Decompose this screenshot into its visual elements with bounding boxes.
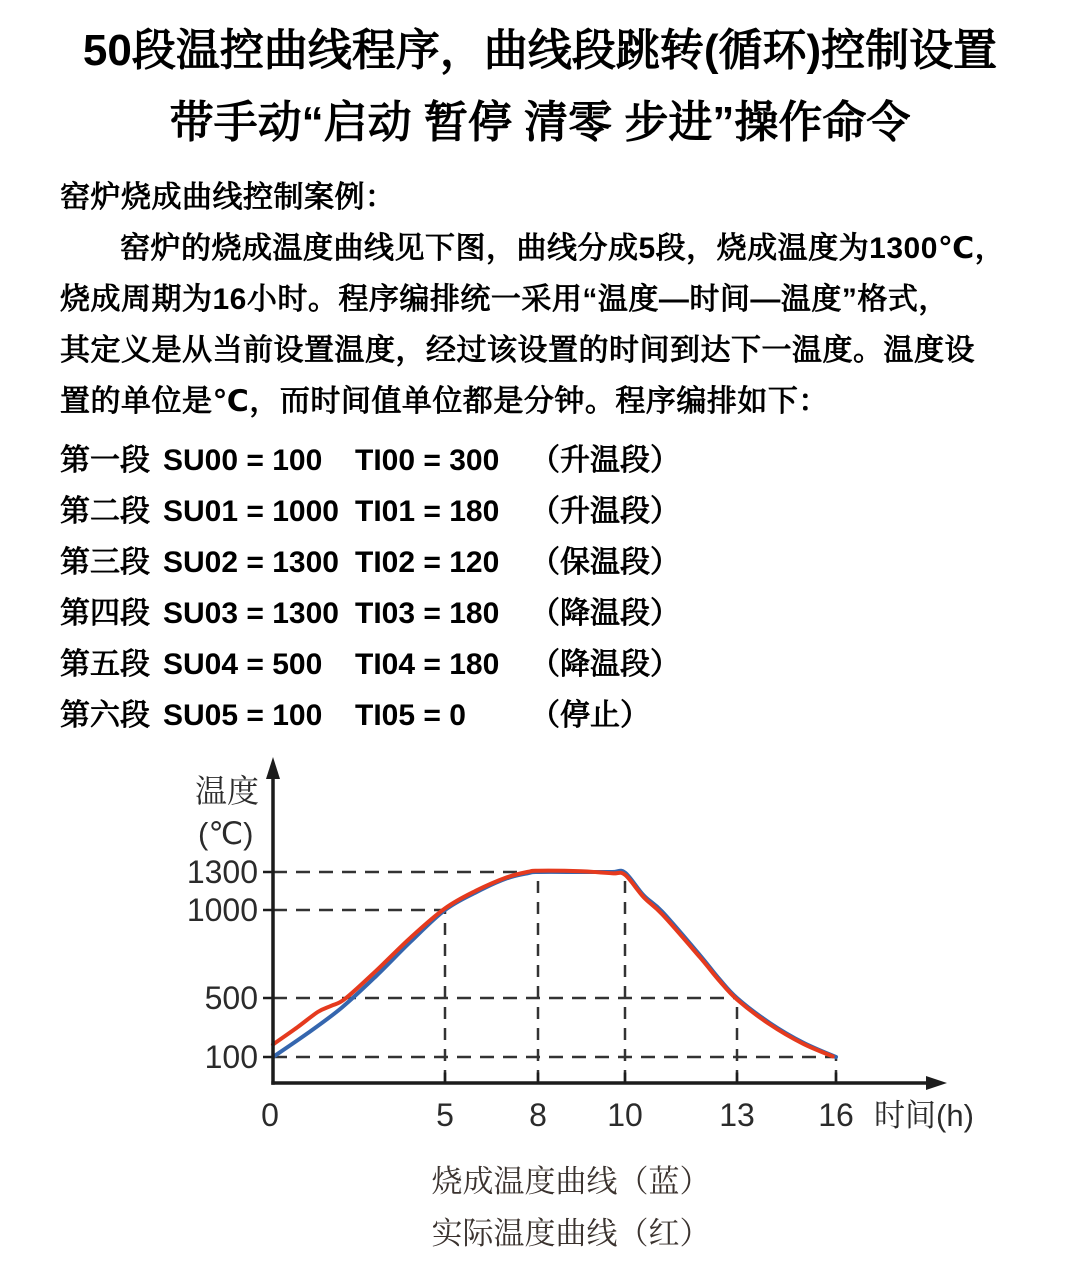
y-tick-label-500: 500 <box>204 980 258 1016</box>
segment-note: （保温段） <box>530 546 680 579</box>
intro-body <box>60 223 1035 427</box>
segment-program-list <box>60 435 1035 741</box>
x-tick-label-16: 16 <box>818 1097 854 1133</box>
segment-row <box>60 435 1035 486</box>
segment-su-value: SU02 = 1300 <box>163 546 339 579</box>
intro-line: 烧成周期为16小时。程序编排统一采用“温度—时间—温度”格式， <box>60 283 949 316</box>
segment-ti-value: TI02 = 120 <box>355 546 500 579</box>
segment-row <box>60 537 1035 588</box>
segment-name: 第五段 <box>60 648 150 681</box>
intro-line: 窑炉的烧成温度曲线见下图，曲线分成5段，烧成温度为1300℃， <box>120 232 1006 265</box>
x-tick-label-13: 13 <box>719 1097 755 1133</box>
segment-note: （升温段） <box>530 495 680 528</box>
x-axis-title: 时间(h) <box>874 1098 974 1133</box>
segment-row <box>60 690 1035 741</box>
segment-ti-value: TI01 = 180 <box>355 495 500 528</box>
temperature-curve-chart <box>150 750 1080 1150</box>
actual-curve <box>273 871 833 1057</box>
page-title-line2: 带手动“启动 暂停 清零 步进”操作命令 <box>169 98 911 147</box>
segment-note: （停止） <box>530 699 650 732</box>
segment-row <box>60 486 1035 537</box>
segment-ti-value: TI00 = 300 <box>355 444 500 477</box>
segment-ti-value: TI05 = 0 <box>355 699 466 732</box>
segment-su-value: SU04 = 500 <box>163 648 323 681</box>
segment-row <box>60 588 1035 639</box>
segment-su-value: SU01 = 1000 <box>163 495 339 528</box>
y-tick-label-1300: 1300 <box>186 854 258 890</box>
y-tick-label-100: 100 <box>204 1039 258 1075</box>
intro-line: 置的单位是℃，而时间值单位都是分钟。程序编排如下： <box>60 385 829 418</box>
x-axis-arrow-icon <box>926 1076 947 1090</box>
segment-name: 第一段 <box>60 444 150 477</box>
segment-name: 第四段 <box>60 597 150 630</box>
y-axis-title: 温度 <box>195 773 260 809</box>
intro-heading: 窑炉烧成曲线控制案例： <box>60 181 396 214</box>
segment-su-value: SU05 = 100 <box>163 699 323 732</box>
x-tick-label-5: 5 <box>436 1097 454 1133</box>
intro-line: 其定义是从当前设置温度，经过该设置的时间到达下一温度。温度设 <box>60 334 975 367</box>
segment-name: 第三段 <box>60 546 150 579</box>
x-tick-label-10: 10 <box>607 1097 643 1133</box>
segment-name: 第六段 <box>60 699 150 732</box>
segment-su-value: SU00 = 100 <box>163 444 323 477</box>
segment-row <box>60 639 1035 690</box>
set-curve <box>273 871 836 1057</box>
segment-note: （降温段） <box>530 648 680 681</box>
legend-entry: 烧成温度曲线（蓝） <box>431 1164 711 1199</box>
x-tick-label-8: 8 <box>529 1097 547 1133</box>
x-tick-label-0: 0 <box>261 1097 279 1133</box>
segment-note: （升温段） <box>530 444 680 477</box>
intro-paragraph <box>60 172 1035 427</box>
segment-note: （降温段） <box>530 597 680 630</box>
segment-ti-value: TI03 = 180 <box>355 597 500 630</box>
y-axis-arrow-icon <box>266 757 280 779</box>
y-axis-unit: (℃) <box>198 816 254 851</box>
segment-su-value: SU03 = 1300 <box>163 597 339 630</box>
legend-entry: 实际温度曲线（红） <box>431 1216 711 1251</box>
chart-legend <box>62 1156 1080 1260</box>
segment-ti-value: TI04 = 180 <box>355 648 500 681</box>
y-tick-label-1000: 1000 <box>186 892 258 928</box>
segment-name: 第二段 <box>60 495 150 528</box>
page-title-line1: 50段温控曲线程序，曲线段跳转(循环)控制设置 <box>82 26 998 75</box>
